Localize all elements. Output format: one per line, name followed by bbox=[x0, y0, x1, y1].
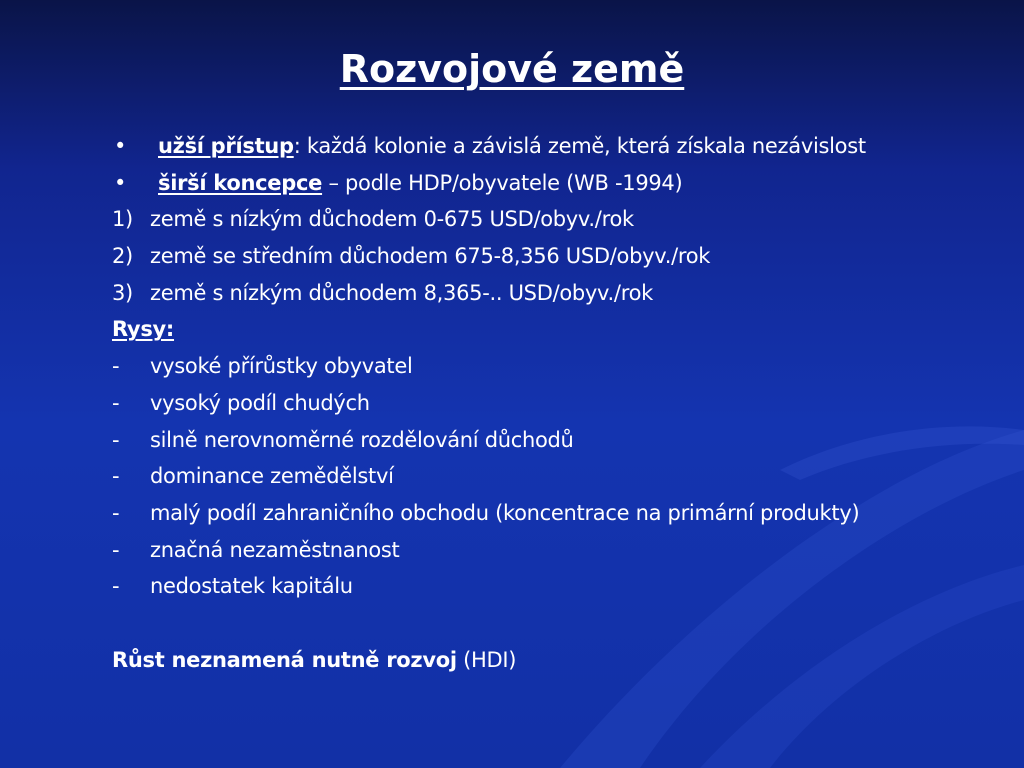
feature-item bbox=[112, 385, 1012, 422]
bullet-marker: • bbox=[114, 170, 127, 195]
spacer bbox=[112, 605, 1012, 642]
feature-item bbox=[112, 348, 1012, 385]
feature-text: vysoké přírůstky obyvatel bbox=[150, 354, 413, 379]
dash-marker: - bbox=[112, 574, 120, 599]
dash-marker: - bbox=[112, 354, 120, 379]
dash-marker: - bbox=[112, 390, 120, 415]
feature-text: značná nezaměstnanost bbox=[150, 537, 400, 562]
feature-text: silně nerovnoměrné rozdělování důchodů bbox=[150, 427, 574, 452]
slide-content bbox=[112, 128, 1012, 678]
conclusion-row bbox=[112, 642, 1012, 679]
number-marker: 1) bbox=[112, 207, 133, 232]
feature-text: dominance zemědělství bbox=[150, 464, 394, 489]
bullet-item bbox=[112, 165, 1012, 202]
bullet-text bbox=[158, 165, 682, 202]
slide-title-text: Rozvojové země bbox=[339, 47, 685, 91]
dash-marker: - bbox=[112, 464, 120, 489]
numbered-item bbox=[112, 238, 1012, 275]
features-heading: Rysy: bbox=[112, 317, 175, 342]
conclusion-rest: (HDI) bbox=[456, 647, 517, 672]
bullet-text bbox=[158, 128, 866, 165]
feature-item bbox=[112, 568, 1012, 605]
number-marker: 2) bbox=[112, 244, 133, 269]
feature-item bbox=[112, 458, 1012, 495]
bullet-item bbox=[112, 128, 1012, 165]
numbered-item bbox=[112, 201, 1012, 238]
feature-item bbox=[112, 422, 1012, 459]
numbered-text: země s nízkým důchodem 0-675 USD/obyv./rok bbox=[150, 207, 634, 232]
dash-marker: - bbox=[112, 427, 120, 452]
dash-marker: - bbox=[112, 500, 120, 525]
slide-title bbox=[0, 44, 1024, 94]
bullet-rest: – podle HDP/obyvatele (WB -1994) bbox=[322, 170, 683, 195]
conclusion-bold: Růst neznamená nutně rozvoj bbox=[112, 647, 457, 672]
bullet-label: užší přístup bbox=[158, 134, 294, 158]
dash-marker: - bbox=[112, 537, 120, 562]
features-heading-row bbox=[112, 311, 1012, 348]
feature-item bbox=[112, 495, 1012, 532]
feature-text: vysoký podíl chudých bbox=[150, 390, 370, 415]
feature-text: nedostatek kapitálu bbox=[150, 574, 353, 599]
feature-item bbox=[112, 532, 1012, 569]
numbered-text: země s nízkým důchodem 8,365-.. USD/obyv./rok bbox=[150, 280, 653, 305]
number-marker: 3) bbox=[112, 280, 133, 305]
feature-text: malý podíl zahraničního obchodu (koncentrace na primární produkty) bbox=[150, 500, 860, 525]
bullet-rest: : každá kolonie a závislá země, která získala nezávislost bbox=[293, 134, 866, 158]
numbered-text: země se středním důchodem 675-8,356 USD/obyv./rok bbox=[150, 244, 711, 269]
bullet-marker: • bbox=[114, 134, 127, 158]
numbered-item bbox=[112, 275, 1012, 312]
bullet-label: širší koncepce bbox=[158, 170, 323, 195]
